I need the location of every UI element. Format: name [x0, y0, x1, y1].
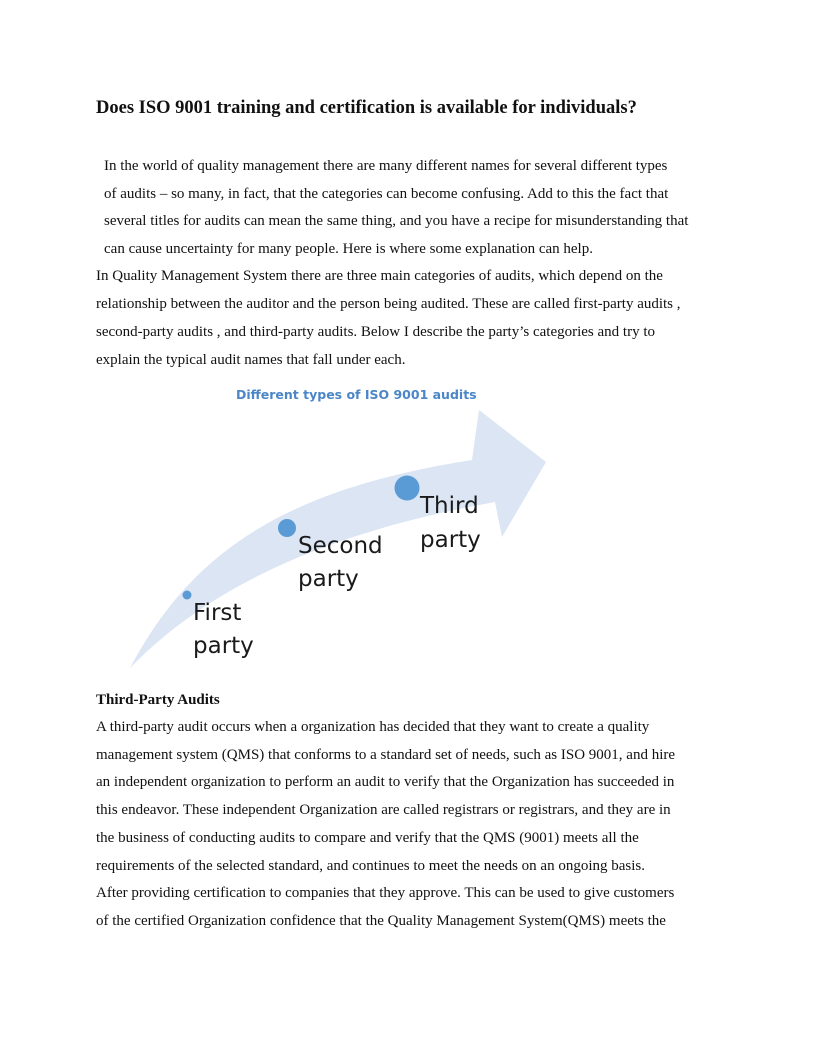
- third-party-paragraph: [96, 714, 736, 936]
- third-party-line: A third-party audit occurs when a organization has decided that they want to create a quality: [96, 719, 650, 735]
- paragraph-line: relationship between the auditor and the person being audited. These are called first-party audits ,: [96, 296, 681, 312]
- third-party-line: of the certified Organization confidence that the Quality Management System(QMS) meets the: [96, 912, 666, 929]
- third-party-line: After providing certification to companies that they approve. This can be used to give customers: [96, 885, 675, 902]
- second-party-marker-dot: [278, 519, 296, 537]
- third-party-line: management system (QMS) that conforms to a standard set of needs, such as ISO 9001, and hire: [96, 746, 676, 763]
- second-party-label-line1: Second: [298, 533, 383, 559]
- second-party-label-line2: party: [298, 566, 359, 592]
- third-party-line: an independent organization to perform an audit to verify that the Organization has succeeded in: [96, 774, 675, 791]
- third-party-heading: Third-Party Audits: [96, 692, 220, 708]
- third-party-label-line2: party: [420, 527, 481, 553]
- document-title: Does ISO 9001 training and certification is available for individuals?: [96, 98, 637, 118]
- intro-paragraph: [104, 153, 744, 263]
- first-party-marker-dot: [183, 591, 192, 600]
- intro-line: In the world of quality management there are many different names for several different types: [104, 158, 668, 174]
- third-party-label-line1: Third: [420, 493, 479, 519]
- third-party-marker-dot: [395, 476, 420, 501]
- intro-line: of audits – so many, in fact, that the categories can become confusing. Add to this the fact that: [104, 185, 669, 202]
- audit-types-diagram: [120, 380, 560, 672]
- paragraph-line: explain the typical audit names that fall under each.: [96, 352, 406, 368]
- third-party-line: this endeavor. These independent Organization are called registrars or registrars, and they are in: [96, 802, 671, 819]
- intro-line: several titles for audits can mean the same thing, and you have a recipe for misunderstanding that: [104, 213, 689, 229]
- intro-line: can cause uncertainty for many people. Here is where some explanation can help.: [104, 240, 593, 257]
- third-party-line: requirements of the selected standard, and continues to meet the needs on an ongoing basis.: [96, 857, 646, 874]
- first-party-label-line1: First: [193, 600, 242, 626]
- third-party-line: the business of conducting audits to compare and verify that the QMS (9001) meets all the: [96, 829, 639, 846]
- diagram-title: Different types of ISO 9001 audits: [236, 387, 477, 402]
- first-party-label-line2: party: [193, 633, 254, 659]
- categories-paragraph: [96, 262, 736, 374]
- paragraph-line: second-party audits , and third-party audits. Below I describe the party’s categories and try to: [96, 324, 655, 340]
- paragraph-line: In Quality Management System there are three main categories of audits, which depend on the: [96, 268, 663, 284]
